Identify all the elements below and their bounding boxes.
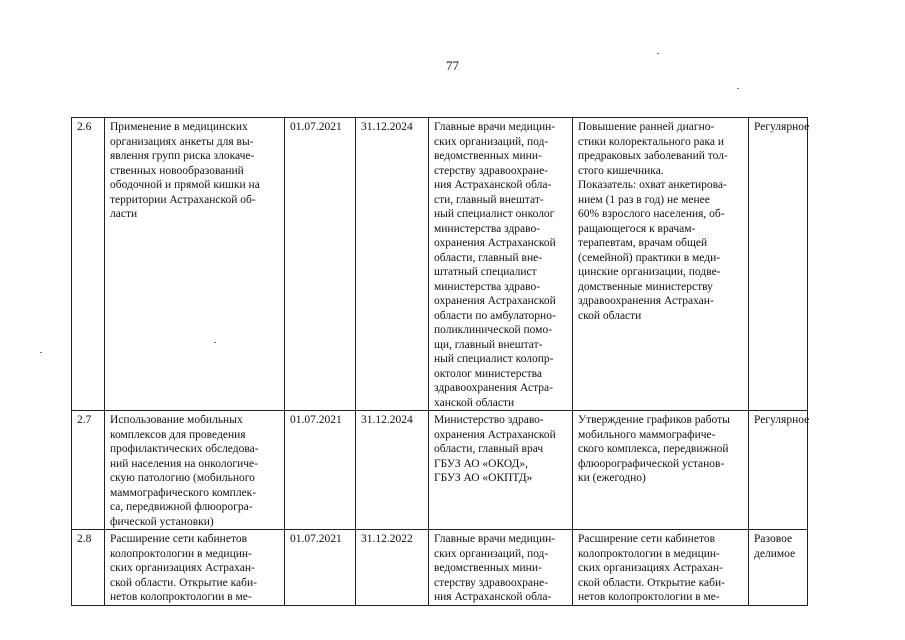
responsible: Главные врачи медицин- ских организаций, под- ведомственных мини- стерству здравоохране- ния Астраханской обла- сти, главный внештат- ный специалист онколог министерства здраво- охранения Астраханской области, главный вне- штатный специалист министерства здраво- охранения Астраханской области по амбулаторно- поликлинической помо- щи, главный внештат- ный специалист колопр- октолог министерства здравоохранения Астра- ханской области xyxy=(429,118,573,411)
row-number: 2.6 xyxy=(72,118,105,411)
expected-result: Расширение сети кабинетов колопроктологии в медицин- ских организациях Астрахан- ской области. Открытие каби- нетов колопроктологии в ме- xyxy=(573,530,749,606)
row-number: 2.8 xyxy=(72,530,105,606)
start-date: 01.07.2021 xyxy=(285,530,356,606)
expected-result: Повышение ранней диагно- стики колоректального рака и предраковых заболеваний тол- стого кишечника. Показатель: охват анкетирова- нием (1 раз в год) не менее 60% взрослого населения, об- ращающегося к врачам- терапевтам, врачам общей (семейной) практики в меди- цинские организации, подве- домственные министерству здравоохранения Астрахан- ской области xyxy=(573,118,749,411)
activity-name: Применение в медицинских организациях анкеты для вы- явления групп риска злокаче- ственных новообразований ободочной и прямой кишки на территории Астраханской об- ласти xyxy=(105,118,285,411)
activity-name: Использование мобильных комплексов для проведения профилактических обследова- ний населения на онкологиче- скую патологию (мобильного маммографического комплек- са, передвижной флюорогра- фической установки) xyxy=(105,411,285,530)
scan-speck xyxy=(214,342,216,343)
end-date: 31.12.2022 xyxy=(356,530,429,606)
activity-type: Регулярное xyxy=(749,118,808,411)
table-row xyxy=(72,118,808,411)
table-row xyxy=(72,411,808,530)
scan-speck xyxy=(40,352,42,353)
start-date: 01.07.2021 xyxy=(285,411,356,530)
end-date: 31.12.2024 xyxy=(356,411,429,530)
activities-table xyxy=(71,117,808,606)
activity-type: Разовое делимое xyxy=(749,530,808,606)
activity-name: Расширение сети кабинетов колопроктологии в медицин- ских организациях Астрахан- ской области. Открытие каби- нетов колопроктологии в ме- xyxy=(105,530,285,606)
page-number: 77 xyxy=(446,58,459,73)
end-date: 31.12.2024 xyxy=(356,118,429,411)
start-date: 01.07.2021 xyxy=(285,118,356,411)
table-row xyxy=(72,530,808,606)
responsible: Главные врачи медицин- ских организаций, под- ведомственных мини- стерству здравоохране- ния Астраханской обла- xyxy=(429,530,573,606)
responsible: Министерство здраво- охранения Астраханской области, главный врач ГБУЗ АО «ОКОД», ГБУЗ АО «ОКПТД» xyxy=(429,411,573,530)
scan-speck xyxy=(657,53,659,54)
row-number: 2.7 xyxy=(72,411,105,530)
activity-type: Регулярное xyxy=(749,411,808,530)
expected-result: Утверждение графиков работы мобильного маммографиче- ского комплекса, передвижной флюорографической установ- ки (ежегодно) xyxy=(573,411,749,530)
scan-speck xyxy=(737,88,739,89)
